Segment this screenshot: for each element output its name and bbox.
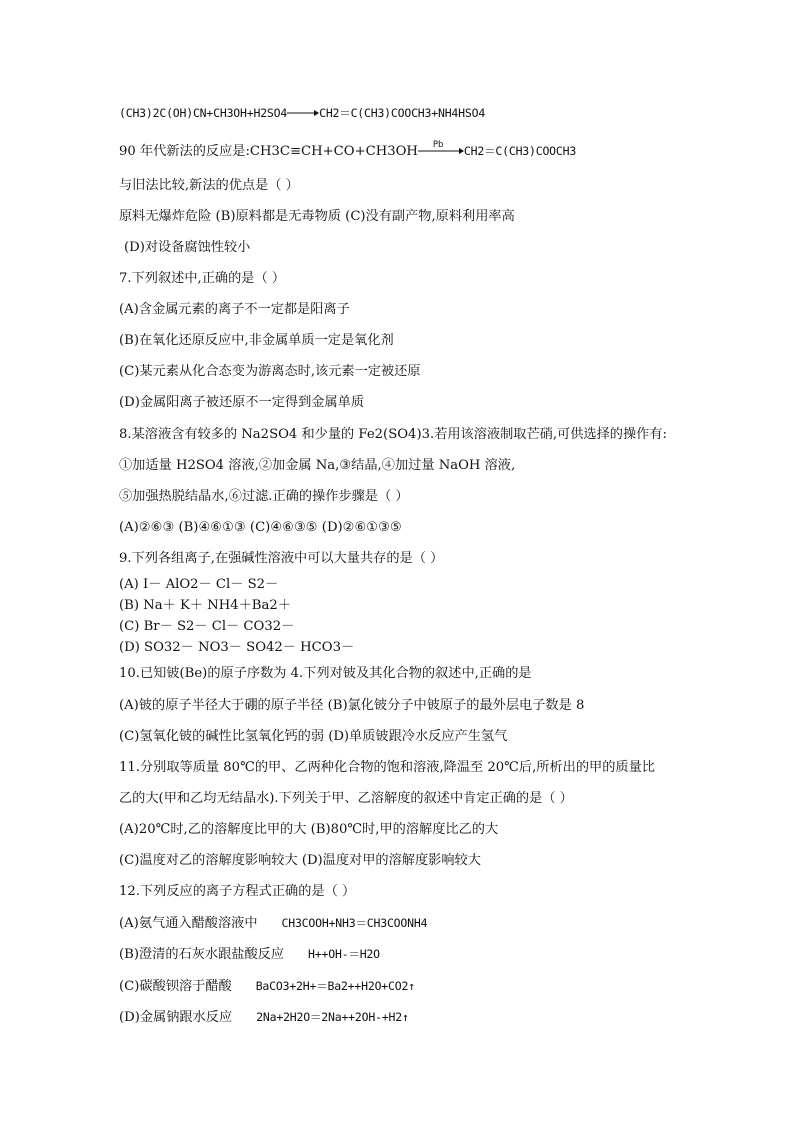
question-9-option-d: (D) SO32－ NO3－ SO42－ HCO3－: [119, 640, 355, 655]
question-7-option-c: (C)某元素从化合态变为游离态时,该元素一定被还原: [119, 364, 421, 379]
option-d: (D)对设备腐蚀性较小: [124, 240, 251, 255]
option-d-label: (D)金属钠跟水反应: [119, 1010, 233, 1025]
option-a-label: (A)氨气通入醋酸溶液中: [119, 916, 258, 931]
option-d-equation: 2Na+2H2O＝2Na++2OH-+H2↑: [256, 1010, 409, 1024]
question-8: 8.某溶液含有较多的 Na2SO4 和少量的 Fe2(SO4)3.若用该溶液制取芒硝,可供选择的操作有:: [119, 427, 667, 442]
new-method-product: CH2＝C(CH3)COOCH3: [463, 144, 577, 158]
option-a-equation: CH3COOH+NH3＝CH3COONH4: [281, 916, 428, 930]
question-7: 7.下列叙述中,正确的是（ ）: [119, 271, 286, 286]
question-8-options: (A)②⑥③ (B)④⑥①③ (C)④⑥③⑤ (D)②⑥①③⑤: [119, 520, 402, 535]
question-11: 11.分别取等质量 80℃的甲、乙两种化合物的饱和溶液,降温至 20℃后,所析出的甲的质量比: [119, 760, 655, 775]
question-11-line-2: 乙的大(甲和乙均无结晶水).下列关于甲、乙溶解度的叙述中肯定正确的是（ ）: [119, 791, 573, 806]
question-8-line-3: ⑤加强热脱结晶水,⑥过滤.正确的操作步骤是（ ）: [119, 489, 409, 504]
question-7-option-b: (B)在氧化还原反应中,非金属单质一定是氧化剂: [119, 333, 394, 348]
question-9-option-c: (C) Br－ S2－ Cl－ CO32－: [119, 619, 295, 634]
question-11-options-ab: (A)20℃时,乙的溶解度比甲的大 (B)80℃时,甲的溶解度比乙的大: [119, 822, 499, 837]
question-7-option-d: (D)金属阳离子被还原不一定得到金属单质: [119, 395, 365, 410]
question-12-option-c: [119, 977, 415, 996]
new-method-text: 90 年代新法的反应是:CH3C≡CH+CO+CH3OH: [119, 144, 418, 159]
question-12: 12.下列反应的离子方程式正确的是（ ）: [119, 884, 356, 899]
equation-products: CH2＝C(CH3)COOCH3+NH4HSO4: [319, 106, 486, 120]
option-b-label: (B)澄清的石灰水跟盐酸反应: [119, 947, 285, 962]
question-12-option-a: [119, 914, 427, 933]
question-prompt: 与旧法比较,新法的优点是（ ）: [119, 178, 299, 193]
question-9: 9.下列各组离子,在强碱性溶液中可以大量共存的是（ ）: [119, 551, 444, 566]
reaction-arrow-icon: [287, 105, 319, 123]
option-c-equation: BaCO3+2H+＝Ba2++H2O+CO2↑: [255, 979, 415, 993]
equation-line-old-method: [119, 104, 485, 123]
question-10-options-cd: (C)氢氧化铍的碱性比氢氧化钙的弱 (D)单质铍跟冷水反应产生氢气: [119, 729, 508, 744]
question-9-option-b: (B) Na＋ K＋ NH4＋Ba2＋: [119, 598, 291, 613]
option-c-label: (C)碳酸钡溶于醋酸: [119, 979, 232, 994]
catalyst-arrow-icon: [418, 139, 464, 159]
question-12-option-d: [119, 1008, 409, 1027]
question-11-options-cd: (C)温度对乙的溶解度影响较大 (D)温度对甲的溶解度影响较大: [119, 853, 481, 868]
option-line: 原料无爆炸危险 (B)原料都是无毒物质 (C)没有副产物,原料利用率高: [119, 209, 515, 224]
question-7-option-a: (A)含金属元素的离子不一定都是阳离子: [119, 302, 350, 317]
question-8-line-2: ①加适量 H2SO4 溶液,②加金属 Na,③结晶,④加过量 NaOH 溶液,: [119, 458, 516, 473]
option-b-equation: H++OH-＝H2O: [308, 947, 380, 961]
question-9-option-a: (A) I－ AlO2－ Cl－ S2－: [119, 577, 279, 592]
question-10: 10.已知铍(Be)的原子序数为 4.下列对铍及其化合物的叙述中,正确的是: [119, 666, 532, 681]
equation-reactants: (CH3)2C(OH)CN+CH3OH+H2SO4: [119, 106, 288, 120]
question-12-option-b: [119, 945, 380, 964]
equation-line-new-method: [119, 139, 577, 161]
question-10-options-ab: (A)铍的原子半径大于硼的原子半径 (B)氯化铍分子中铍原子的最外层电子数是 8: [119, 698, 585, 713]
catalyst-label: Pb: [432, 139, 444, 150]
